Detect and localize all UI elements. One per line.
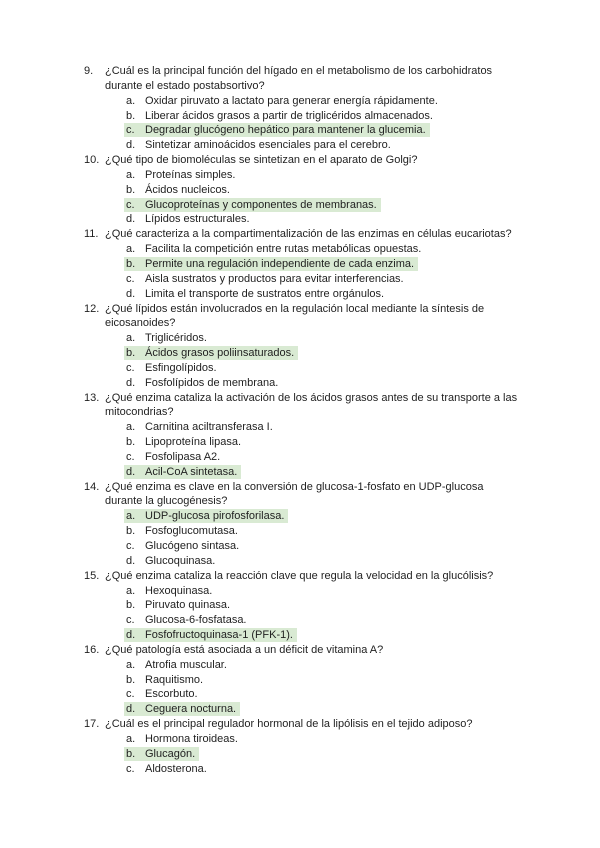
answer-option-content [126, 451, 220, 463]
answer-option [84, 420, 560, 435]
option-text: Glucosa-6-fosfatasa. [145, 614, 247, 627]
question-text-line: ¿Qué patología está asociada a un déficit de vitamina A? [105, 643, 384, 656]
answer-option-highlighted [124, 198, 381, 212]
question-item [84, 64, 560, 153]
question-head [84, 480, 560, 510]
option-text: Raquitismo. [145, 673, 204, 686]
option-text: Fosfolipasa A2. [145, 450, 221, 463]
options-list [84, 94, 560, 153]
option-letter: d. [126, 213, 136, 226]
question-head [84, 569, 560, 584]
question-text [105, 717, 560, 732]
answer-option-content [126, 184, 230, 196]
option-letter: b. [126, 747, 136, 760]
answer-option [84, 287, 560, 302]
option-letter: b. [126, 673, 136, 686]
answer-option-content [126, 599, 230, 611]
option-text: Oxidar piruvato a lactato para generar energía rápidamente. [145, 94, 438, 107]
answer-option [84, 168, 560, 183]
question-number: 11. [84, 228, 99, 241]
option-letter: c. [126, 361, 135, 374]
options-list [84, 509, 560, 568]
option-letter: a. [126, 243, 136, 256]
option-text: Glucoproteínas y componentes de membranas. [145, 198, 377, 211]
option-text: Esfingolípidos. [145, 361, 217, 374]
answer-option-content [126, 540, 239, 552]
question-item [84, 153, 560, 227]
option-letter: b. [126, 599, 136, 612]
question-number: 14. [84, 480, 100, 493]
option-letter: c. [126, 198, 135, 211]
question-head [84, 302, 560, 332]
answer-option [84, 94, 560, 109]
option-text: Triglicéridos. [145, 332, 207, 345]
answer-option-content [126, 614, 247, 626]
answer-option-content [126, 213, 250, 225]
question-number: 13. [84, 391, 100, 404]
answer-option [84, 687, 560, 702]
option-letter: c. [126, 450, 135, 463]
question-number: 16. [84, 643, 100, 656]
option-letter: c. [126, 614, 135, 627]
question-text [105, 227, 560, 242]
question-text-line: durante la glucogénesis? [105, 495, 228, 508]
option-letter: b. [126, 257, 136, 270]
option-text: Proteínas simples. [145, 168, 236, 181]
answer-option-content [126, 674, 203, 686]
answer-option-content [126, 555, 215, 567]
question-item [84, 391, 560, 480]
question-text-line: ¿Qué caracteriza a la compartimentalización de las enzimas en células eucariotas? [105, 228, 512, 241]
answer-option-content [126, 288, 384, 300]
answer-option [84, 509, 560, 524]
question-text [105, 569, 560, 584]
question-head [84, 391, 560, 421]
question-text-line: ¿Qué tipo de biomoléculas se sintetizan en el aparato de Golgi? [105, 154, 418, 167]
answer-option-content [126, 362, 217, 374]
question-text-line: ¿Qué enzima es clave en la conversión de glucosa-1-fosfato en UDP-glucosa [105, 480, 484, 493]
answer-option [84, 658, 560, 673]
option-text: Aldosterona. [145, 762, 207, 775]
answer-option [84, 212, 560, 227]
option-letter: d. [126, 139, 136, 152]
question-item [84, 302, 560, 391]
answer-option [84, 465, 560, 480]
option-letter: c. [126, 762, 135, 775]
question-text-line: ¿Qué lípidos están involucrados en la regulación local mediante la síntesis de [105, 302, 485, 315]
answer-option-content [126, 332, 207, 344]
option-letter: b. [126, 347, 136, 360]
question-text-line: ¿Cuál es la principal función del hígado en el metabolismo de los carbohidratos [105, 65, 493, 77]
answer-option [84, 450, 560, 465]
question-text [105, 391, 560, 421]
question-number: 10. [84, 154, 100, 167]
answer-option-highlighted [124, 509, 288, 523]
answer-option [84, 732, 560, 747]
answer-option [84, 584, 560, 599]
option-letter: c. [126, 124, 135, 137]
answer-option-content [126, 585, 212, 597]
option-text: Piruvato quinasa. [145, 599, 230, 612]
option-letter: a. [126, 732, 136, 745]
option-text: Ceguera nocturna. [145, 703, 237, 716]
option-text: Ácidos nucleicos. [145, 183, 230, 196]
option-text: Lipoproteína lipasa. [145, 436, 242, 449]
answer-option [84, 361, 560, 376]
answer-option-content [126, 243, 421, 255]
options-list [84, 732, 560, 777]
option-letter: a. [126, 421, 136, 434]
question-text-line: durante el estado postabsortivo? [105, 79, 265, 92]
option-text: Glucagón. [145, 747, 196, 760]
option-letter: a. [126, 658, 136, 671]
answer-option [84, 628, 560, 643]
question-text-line: mitocondrias? [105, 406, 174, 419]
options-list [84, 331, 560, 390]
answer-option [84, 376, 560, 391]
answer-option [84, 331, 560, 346]
question-text-line: ¿Cuál es el principal regulador hormonal de la lipólisis en el tejido adiposo? [105, 718, 473, 731]
question-number: 9. [84, 65, 94, 77]
option-letter: d. [126, 629, 136, 642]
answer-option [84, 242, 560, 257]
answer-option [84, 613, 560, 628]
option-letter: b. [126, 183, 136, 196]
option-letter: b. [126, 109, 136, 122]
answer-option [84, 257, 560, 272]
answer-option-content [126, 525, 238, 537]
question-head [84, 153, 560, 168]
question-head [84, 64, 560, 94]
option-text: Facilita la competición entre rutas metabólicas opuestas. [145, 243, 422, 256]
option-letter: c. [126, 540, 135, 552]
answer-option-content [126, 436, 241, 448]
option-text: Hexoquinasa. [145, 584, 213, 597]
option-letter: a. [126, 168, 136, 181]
answer-option [84, 109, 560, 124]
question-item [84, 227, 560, 301]
option-text: Carnitina aciltransferasa I. [145, 421, 273, 434]
answer-option-content [126, 139, 391, 151]
question-text [105, 643, 560, 658]
option-text: Fosfolípidos de membrana. [145, 376, 279, 389]
answer-option [84, 272, 560, 287]
options-list [84, 658, 560, 717]
answer-option [84, 702, 560, 717]
option-letter: d. [126, 287, 136, 300]
answer-option-highlighted [124, 123, 430, 137]
question-head [84, 227, 560, 242]
option-letter: c. [126, 272, 135, 285]
question-head [84, 717, 560, 732]
answer-option [84, 539, 560, 554]
answer-option-content [126, 169, 235, 181]
answer-option-content [126, 110, 433, 122]
answer-option [84, 198, 560, 213]
option-letter: a. [126, 510, 136, 523]
question-number: 12. [84, 302, 100, 315]
question-text-line: ¿Qué enzima cataliza la activación de los ácidos grasos antes de su transporte a las [105, 391, 518, 404]
option-letter: a. [126, 332, 136, 345]
answer-option-highlighted [124, 747, 199, 761]
question-item [84, 569, 560, 643]
option-text: Limita el transporte de sustratos entre orgánulos. [145, 287, 385, 300]
options-list [84, 168, 560, 227]
option-letter: d. [126, 554, 136, 567]
option-text: Acil-CoA sintetasa. [145, 465, 238, 478]
options-list [84, 242, 560, 301]
option-text: Fosfoglucomutasa. [145, 525, 238, 538]
option-text: Liberar ácidos grasos a partir de triglicéridos almacenados. [145, 109, 433, 122]
option-letter: b. [126, 436, 136, 449]
option-text: Escorbuto. [145, 688, 198, 701]
question-text [105, 153, 560, 168]
option-text: Sintetizar aminoácidos esenciales para el cerebro. [145, 139, 391, 152]
option-text: Glucoquinasa. [145, 554, 216, 567]
option-text: UDP-glucosa pirofosforilasa. [145, 510, 285, 523]
option-letter: d. [126, 376, 136, 389]
answer-option-highlighted [124, 628, 297, 642]
answer-option [84, 598, 560, 613]
option-text: Aisla sustratos y productos para evitar interferencias. [145, 272, 404, 285]
answer-option [84, 747, 560, 762]
option-letter: b. [126, 525, 136, 538]
question-text [105, 480, 560, 510]
options-list [84, 420, 560, 479]
option-text: Ácidos grasos poliinsaturados. [145, 347, 295, 360]
answer-option-highlighted [124, 257, 418, 271]
question-head [84, 643, 560, 658]
question-number: 17. [84, 718, 100, 731]
question-item [84, 643, 560, 717]
answer-option [84, 673, 560, 688]
answer-option-content [126, 659, 227, 671]
option-text: Atrofia muscular. [145, 658, 227, 671]
question-text-line: ¿Qué enzima cataliza la reacción clave que regula la velocidad en la glucólisis? [105, 569, 494, 582]
answer-option-content [126, 733, 238, 745]
answer-option-content [126, 421, 273, 433]
answer-option [84, 138, 560, 153]
question-item [84, 717, 560, 776]
answer-option-content [126, 273, 404, 285]
answer-option-highlighted [124, 702, 240, 716]
option-text: Permite una regulación independiente de cada enzima. [145, 257, 415, 270]
question-text [105, 302, 560, 332]
answer-option-content [126, 763, 207, 775]
answer-option-highlighted [124, 465, 241, 479]
question-text [105, 64, 560, 94]
answer-option-content [126, 688, 198, 700]
option-text: Fosfofructoquinasa-1 (PFK-1). [145, 629, 293, 642]
answer-option [84, 183, 560, 198]
answer-option [84, 762, 560, 777]
question-number: 15. [84, 569, 100, 582]
answer-option-highlighted [124, 346, 298, 360]
option-text: Hormona tiroideas. [145, 732, 238, 745]
answer-option [84, 346, 560, 361]
answer-option [84, 435, 560, 450]
option-letter: a. [126, 94, 136, 107]
option-text: Degradar glucógeno hepático para mantener la glucemia. [145, 124, 426, 137]
question-text-line: eicosanoides? [105, 317, 176, 330]
option-letter: a. [126, 584, 136, 597]
answer-option [84, 554, 560, 569]
options-list [84, 584, 560, 643]
question-item [84, 480, 560, 569]
option-letter: d. [126, 703, 136, 716]
option-letter: c. [126, 688, 135, 701]
answer-option-content [126, 95, 438, 107]
answer-option-content [126, 377, 278, 389]
option-letter: d. [126, 465, 136, 478]
answer-option [84, 524, 560, 539]
option-text: Lípidos estructurales. [145, 213, 250, 226]
option-text: Glucógeno sintasa. [145, 540, 240, 552]
answer-option [84, 123, 560, 138]
